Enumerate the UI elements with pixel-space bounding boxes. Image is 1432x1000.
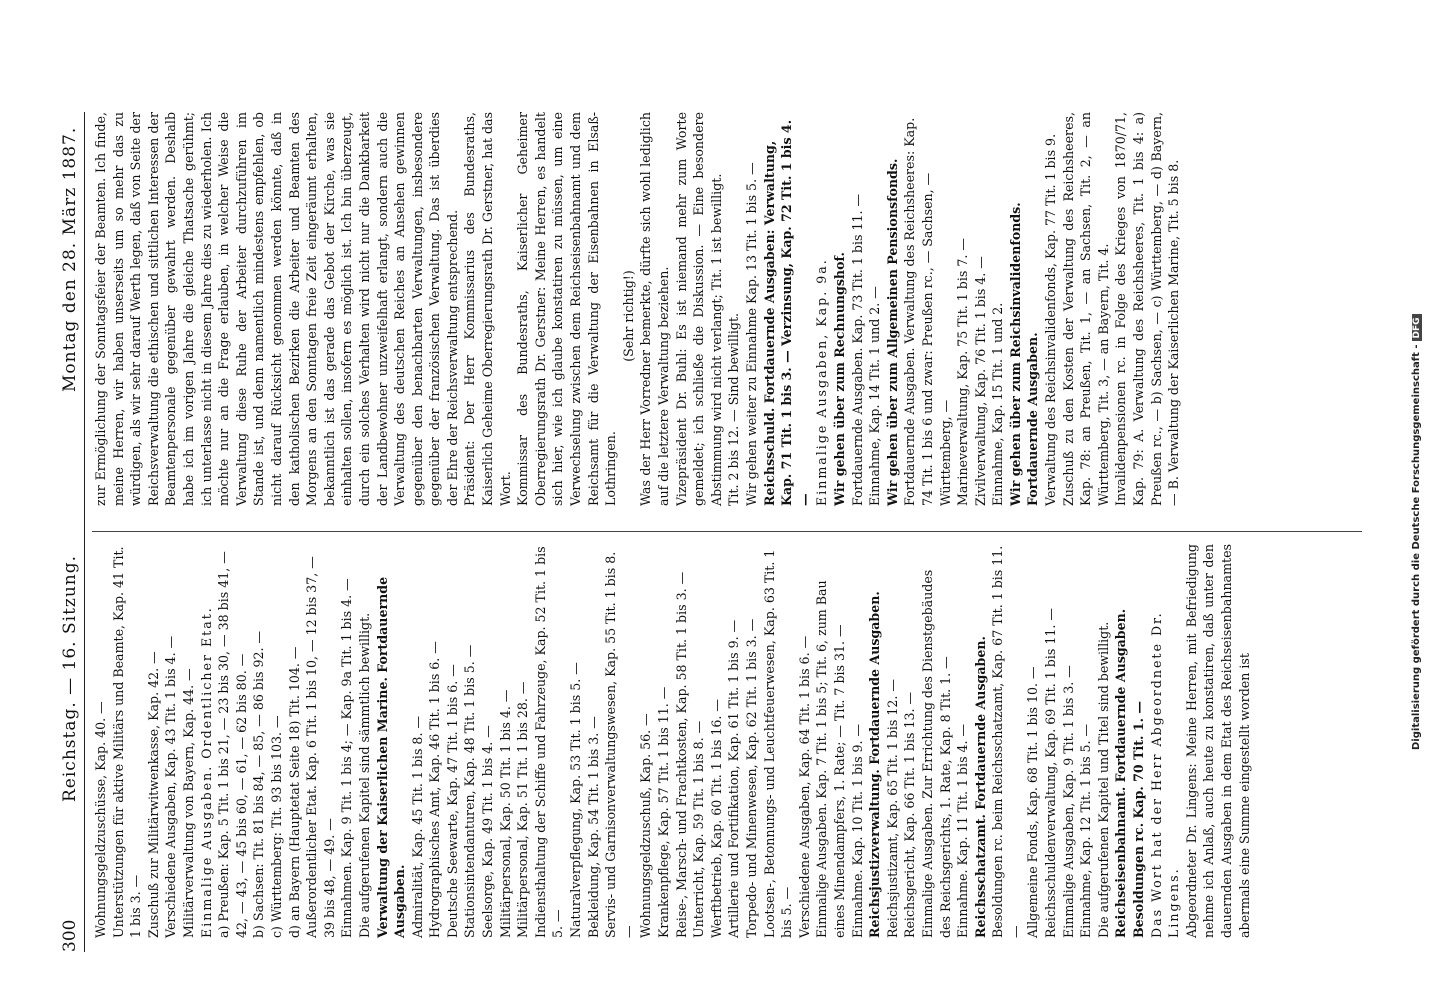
paragraph: Torpedo- und Minenwesen, Kap. 62 Tit. 1 bis 3. — xyxy=(743,618,759,938)
paragraph: Reichseisenbahnamt. Fortdauernde Ausgaben. Besoldungen rc. Kap. 70 Tit. 1. — xyxy=(1113,608,1147,938)
paragraph: Tit. 2 bis 12. — Sind bewilligt. xyxy=(726,312,742,506)
paragraph: Reichsschuld. Fortdauernde Ausgaben: Verwaltung, Kap. 71 Tit. 1 bis 3. — Verzinsung, Kap. 72 Tit. 1 bis 4. — xyxy=(761,119,812,506)
paragraph: Werftbetrieb, Kap. 60 Tit. 1 bis 16. — xyxy=(708,699,724,938)
dfg-logo: DFG xyxy=(1412,314,1422,341)
paragraph: a) Preußen: Kap. 5 Tit. 1 bis 21, — 23 bis 30, — 38 bis 41, — 42, — 43, — 45 bis 60, — 61, — 62 bis 80. — xyxy=(216,551,249,938)
paragraph: (Sehr richtig!) xyxy=(620,270,636,362)
paragraph: Einmalige Ausgaben, Kap. 9a. xyxy=(814,258,830,506)
paragraph: Verwaltung des Reichsinvalidenfonds, Kap. 77 Tit. 1 bis 9. xyxy=(1043,133,1059,506)
paragraph: Die aufgerufenen Kapitel und Titel sind bewilligt. xyxy=(1095,621,1111,938)
paragraph: Einnahme. Kap. 11 Tit. 1 bis 4. — xyxy=(955,723,971,938)
paragraph: Stationsintendanturen, Kap. 48 Tit. 1 bis 5. — xyxy=(462,644,478,938)
paragraph: Einmalige Ausgaben, Kap. 9 Tit. 1 bis 3. — xyxy=(1060,665,1076,938)
paragraph: Reichsgericht, Kap. 66 Tit. 1 bis 13. — xyxy=(902,691,918,938)
paragraph: Militärpersonal, Kap. 51 Tit. 1 bis 28. — xyxy=(515,681,531,938)
paragraph: Einnahme, Kap. 12 Tit. 1 bis 5. — xyxy=(1078,723,1094,938)
page-body xyxy=(58,112,1368,952)
paragraph: b) Sachsen: Tit. 81 bis 84, — 85, — 86 bis 92. — xyxy=(251,630,267,938)
paragraph: Einnahme, Kap. 15 Tit. 1 und 2. xyxy=(990,302,1006,506)
paragraph: Reichsschuldenverwaltung, Kap. 69 Tit. 1 bis 11. — xyxy=(1043,608,1059,938)
paragraph: Indiensthaltung der Schiffe und Fahrzeuge, Kap. 52 Tit. 1 bis 5. — xyxy=(532,546,566,938)
paragraph: Einnahme. Kap. 10 Tit. 1 bis 9. — xyxy=(849,723,865,938)
paragraph: Reise-, Marsch- und Frachtkosten, Kap. 58 Tit. 1 bis 3. — xyxy=(673,571,689,938)
paragraph: Unterstützungen für aktive Militärs und Beamte, Kap. 41 Tit. 1 bis 3. — xyxy=(110,546,144,938)
page-header xyxy=(58,112,84,952)
paragraph: Einnahmen. Kap. 9 Tit. 1 bis 4; — Kap. 9a Tit. 1 bis 4. — xyxy=(339,578,355,938)
paragraph: Wir gehen über zum Allgemeinen Pensionsfonds. xyxy=(884,158,900,506)
paragraph: Militärpersonal, Kap. 50 Tit. 1 bis 4. — xyxy=(497,689,513,938)
paragraph: Fortdauernde Ausgaben. Kap. 73 Tit. 1 bis 11. — xyxy=(849,193,865,506)
paragraph: Wohnungsgeldzuschuß, Kap. 56. — xyxy=(638,713,654,938)
paragraph: Verschiedene Ausgaben, Kap. 43 Tit. 1 bis 4. — xyxy=(163,635,179,938)
paragraph: Krankenpflege, Kap. 57 Tit. 1 bis 11. — xyxy=(656,686,671,938)
paragraph: Fortdauernde Ausgaben. Verwaltung des Reichsheeres: Kap. 74 Tit. 1 bis 6 und zwar: Preußen rc., — Sachsen, — Württemberg, — xyxy=(902,117,953,506)
page-number: 300 xyxy=(60,919,80,952)
paragraph: Besoldungen rc. beim Reichsschatzamt, Kap. 67 Tit. 1 bis 11. — xyxy=(990,545,1023,938)
paragraph: Invalidenpensionen rc. in Folge des Krieges von 1870/71, Kap. 79: A. Verwaltung des Reichsheeres, Tit. 1 bis 4: a) Preußen rc., — b) Sachsen, — c) Württemberg, — d) Bayern, — B. Verwaltung der Kaiserlichen Marine, Tit. 5 bis 8. xyxy=(1113,112,1182,506)
paragraph: Zuschuß zur Militärwitwenkasse, Kap. 42. — xyxy=(145,651,161,938)
paragraph: Was der Herr Vorredner bemerkte, dürfte sich wohl lediglich auf die letztere Verwaltung beziehen. xyxy=(638,112,671,506)
paragraph: Die aufgerufenen Kapitel sind sämmtlich bewilligt. xyxy=(356,612,372,938)
paragraph: zur Ermöglichung der Sonntagsfeier der Beamten. Ich finde, meine Herren, wir haben unserseits um so mehr das zu würdigen, als wir sehr darauf Werth legen, daß von Seite der Reichsverwaltung die ethischen und sittlichen Interessen der Beamtenpersonale gegenüber gewahrt werden. Deshalb habe ich im vorigen Jahre die gleiche Thatsache gerühmt; ich unterlasse nicht in diesem Jahre dies zu wiederholen. Ich möchte nur an die Frage erlauben, in welcher Weise die Verwaltung diese Ruhe der Arbeiter durchzuführen im Stande ist, und denn namentlich mindestens empfehlen, ob nicht darauf Rücksicht genommen werden könnte, daß in den katholischen Bezirken die Arbeiter und Beamten des Morgens an den Sonntagen freie Zeit eingeräumt erhalten, bekanntlich ist das gerade das Gebot der Kirche, was sie einhalten sollen, insofern es möglich ist. Ich bin überzeugt, durch ein solches Verhalten wird nicht nur die Dankbarkeit der Landbewohner unzweifelhaft erlangt, sondern auch die Verwaltung des deutschen Reiches an Ansehen gewinnen gegenüber den benachbarten Verwaltungen, insbesondere gegenüber der französischen Verwaltung. Das ist überdies der Ehre der Reichsverwaltung entsprechend. xyxy=(93,112,460,506)
paragraph: Allgemeine Fonds, Kap. 68 Tit. 1 bis 10. — xyxy=(1025,666,1041,938)
paragraph: c) Württemberg: Tit. 93 bis 103. — xyxy=(268,715,284,938)
paragraph: Einnahme, Kap. 14 Tit. 1 und 2. — xyxy=(867,286,883,506)
paragraph: Servis- und Garnisonverwaltungswesen, Kap. 55 Tit. 1 bis 8. — xyxy=(603,551,636,938)
paragraph: Verschiedene Ausgaben, Kap. 64 Tit. 1 bis 6. — xyxy=(796,635,812,938)
paragraph: Abgeordneter Dr. Lingens: Meine Herren, mit Befriedigung nehme ich Anlaß, auch heute zu konstatiren, daß unter den dauernden Ausgaben in dem Etat des Reichseisenbahnamtes abermals eine Summe eingestellt worden ist xyxy=(1183,544,1252,938)
right-column xyxy=(92,112,1362,520)
left-column xyxy=(92,544,1362,952)
paragraph: Das Wort hat der Herr Abgeordnete Dr. Lingens. xyxy=(1148,611,1182,938)
paragraph: Kommissar des Bundesraths, Kaiserlicher Geheimer Oberregierungsrath Dr. Gerstner: Meine Herren, es handelt sich hier, wie ich glaube konstatiren zu müssen, um eine Verwechselung zwischen dem Reichseisenbahnamt und dem Reichsamt für die Verwaltung der Eisenbahnen in Elsaß-Lothringen. xyxy=(515,112,619,506)
paragraph: Reichsschatzamt. Fortdauernde Ausgaben. xyxy=(972,636,988,938)
paragraph: Bekleidung, Kap. 54 Tit. 1 bis 3. — xyxy=(585,716,601,938)
session-date: Montag den 28. März 1887. xyxy=(60,126,80,392)
paragraph: Vizepräsident Dr. Buhl: Es ist niemand mehr zum Worte gemeldet; ich schließe die Diskussion. — Eine besondere Abstimmung wird nicht verlangt; Tit. 1 ist bewilligt. xyxy=(673,112,724,506)
paragraph: Unterricht, Kap. 59 Tit. 1 bis 8. — xyxy=(691,720,707,938)
paragraph: Reichsjustizamt, Kap. 65 Tit. 1 bis 12. — xyxy=(884,678,900,938)
paragraph: Admiralität, Kap. 45 Tit. 1 bis 8. — xyxy=(409,715,425,938)
side-note-text xyxy=(1411,314,1422,750)
paragraph: Reichsjustizverwaltung. Fortdauernde Ausgaben. xyxy=(867,591,883,938)
paragraph: Zuschuß zu den Kosten der Verwaltung des Reichsheeres, Kap. 78: an Preußen, Tit. 1, — an Sachsen, Tit. 2, — an Württemberg, Tit. 3, — an Bayern, Tit. 4. xyxy=(1060,112,1111,506)
paragraph: Außerordentlicher Etat. Kap. 6 Tit. 1 bis 10, — 12 bis 37, — 39 bis 48, — 49. — xyxy=(304,556,337,938)
paragraph: Einmalige Ausgaben. Kap. 7 Tit. 1 bis 5; Tit. 6, zum Bau eines Minendampfers, 1. Rate; — Tit. 7 bis 31. — xyxy=(814,580,847,938)
paragraph: Einmalige Ausgaben. Ordentlicher Etat. xyxy=(198,606,214,938)
paragraph: Wir gehen über zum Rechnungshof. xyxy=(831,252,847,506)
paragraph: Seelsorge, Kap. 49 Tit. 1 bis 4. — xyxy=(480,725,496,938)
paragraph: Wohnungsgeldzuschüsse, Kap. 40. — xyxy=(93,701,108,938)
paragraph: Präsident: Der Herr Kommissarius des Bundesraths, Kaiserlich Geheime Oberregierungsrath Dr. Gerstner, hat das Wort. xyxy=(462,112,513,506)
paragraph: Marineverwaltung, Kap. 75 Tit. 1 bis 7. — xyxy=(955,238,971,506)
paragraph: Verwaltung der Kaiserlichen Marine. Fortdauernde Ausgaben. xyxy=(374,576,408,938)
header-rule xyxy=(84,112,85,952)
paragraph: Naturalverpflegung, Kap. 53 Tit. 1 bis 5. — xyxy=(568,662,584,938)
paragraph: Einmalige Ausgaben. Zur Errichtung des Dienstgebäudes des Reichsgerichts, 1. Rate, Kap. 8 Tit. 1. — xyxy=(919,569,953,938)
paragraph: Militärverwaltung von Bayern, Kap. 44. — xyxy=(180,668,196,938)
paragraph: Zivilverwaltung, Kap. 76 Tit. 1 bis 4. — xyxy=(972,256,988,506)
paragraph: Lootsen-, Betonnungs- und Leuchtfeuerwesen, Kap. 63 Tit. 1 bis 5. — xyxy=(761,549,795,938)
paragraph: Deutsche Seewarte, Kap. 47 Tit. 1 bis 6. — xyxy=(444,664,460,938)
paragraph: Hydrographisches Amt, Kap. 46 Tit. 1 bis 6. — xyxy=(427,641,443,938)
paragraph: Wir gehen weiter zu Einnahme Kap. 13 Tit. 1 bis 5. — xyxy=(743,162,759,506)
digitization-credit: Digitalisierung gefördert durch die Deutsche Forschungsgemeinschaft - xyxy=(1411,344,1422,750)
paragraph: Wir gehen über zum Reichsinvalidenfonds. Fortdauernde Ausgaben. xyxy=(1007,202,1041,506)
paragraph: d) an Bayern (Hauptetat Seite 18) Tit. 104. — xyxy=(286,646,302,938)
paragraph: Artillerie und Fortifikation, Kap. 61 Tit. 1 bis 9. — xyxy=(726,619,742,938)
column-divider xyxy=(92,531,1362,532)
session-title: Reichstag. — 16. Sitzung. xyxy=(60,554,80,802)
